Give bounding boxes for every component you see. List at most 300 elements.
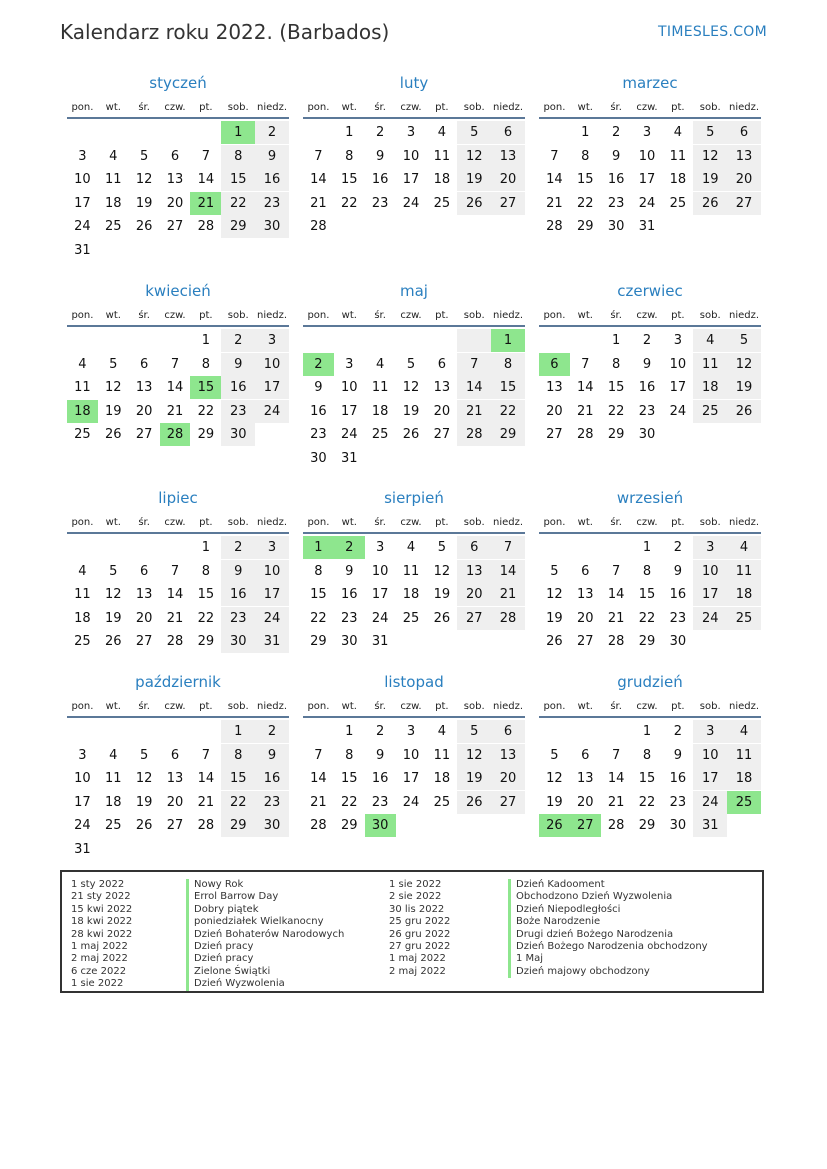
day-cell[interactable]: 28 [197, 818, 215, 833]
day-cell[interactable]: 9 [345, 563, 354, 579]
day-cell[interactable]: 6 [170, 747, 180, 763]
day-cell[interactable]: 14 [197, 771, 215, 786]
day-cell[interactable]: 18 [105, 794, 122, 810]
day-cell[interactable]: 16 [221, 583, 255, 606]
day-cell[interactable]: 19 [402, 403, 420, 419]
day-cell[interactable]: 8 [642, 747, 652, 763]
day-cell[interactable]: 11 [74, 380, 91, 395]
day-cell[interactable]: 10 [693, 560, 727, 583]
day-cell[interactable]: 9 [673, 747, 682, 763]
day-cell[interactable]: 19 [105, 403, 122, 419]
day-cell[interactable]: 13 [546, 380, 563, 395]
day-cell[interactable]: 17 [255, 583, 289, 606]
day-cell[interactable]: 30 [669, 634, 687, 649]
day-cell[interactable]: 9 [314, 380, 323, 395]
day-cell[interactable]: 8 [201, 563, 210, 579]
day-cell[interactable]: 29 [221, 814, 255, 837]
day-cell[interactable]: 7 [612, 563, 621, 579]
day-cell[interactable]: 30 [255, 215, 289, 238]
day-cell[interactable]: 6 [491, 720, 525, 743]
day-cell[interactable]: 9 [376, 747, 385, 763]
day-cell[interactable]: 26 [135, 818, 153, 833]
day-cell[interactable]: 27 [166, 818, 184, 833]
day-cell[interactable]: 16 [255, 168, 289, 191]
day-cell[interactable]: 20 [457, 583, 491, 606]
day-cell[interactable]: 11 [669, 148, 687, 164]
day-cell[interactable]: 9 [642, 356, 652, 372]
day-cell[interactable]: 3 [406, 724, 416, 739]
day-cell[interactable]: 12 [546, 587, 563, 602]
day-cell[interactable]: 14 [457, 376, 491, 399]
day-cell[interactable]: 27 [491, 791, 525, 814]
day-cell[interactable]: 23 [310, 427, 327, 442]
day-cell[interactable]: 25 [402, 610, 420, 626]
day-cell[interactable]: 22 [221, 192, 255, 215]
day-cell[interactable]: 16 [638, 380, 656, 395]
day-cell[interactable]: 20 [166, 794, 184, 810]
day-cell[interactable]: 12 [135, 771, 153, 786]
day-cell[interactable]: 28 [310, 818, 327, 833]
day-cell[interactable]: 8 [581, 148, 590, 164]
day-cell[interactable]: 4 [78, 563, 87, 579]
day-cell[interactable]: 3 [376, 540, 385, 555]
day-cell[interactable]: 22 [197, 403, 215, 419]
day-cell[interactable]: 1 [642, 724, 652, 739]
day-cell[interactable]: 22 [491, 400, 525, 423]
day-cell[interactable]: 3 [693, 720, 727, 743]
day-cell[interactable]: 20 [135, 610, 153, 626]
day-cell[interactable]: 31 [74, 242, 91, 258]
holiday-day-cell[interactable]: 21 [190, 192, 221, 215]
day-cell[interactable]: 7 [170, 356, 180, 372]
day-cell[interactable]: 4 [109, 747, 118, 763]
day-cell[interactable]: 21 [197, 794, 215, 810]
day-cell[interactable]: 22 [341, 794, 358, 810]
day-cell[interactable]: 8 [642, 563, 652, 579]
day-cell[interactable]: 28 [577, 427, 594, 442]
day-cell[interactable]: 22 [197, 610, 215, 626]
day-cell[interactable]: 12 [402, 380, 420, 395]
day-cell[interactable]: 10 [74, 172, 91, 187]
day-cell[interactable]: 25 [669, 195, 687, 211]
day-cell[interactable]: 8 [491, 353, 525, 376]
holiday-day-cell[interactable]: 1 [221, 121, 255, 144]
holiday-day-cell[interactable]: 30 [365, 814, 396, 837]
day-cell[interactable]: 14 [310, 172, 327, 187]
day-cell[interactable]: 28 [546, 219, 563, 234]
day-cell[interactable]: 3 [255, 536, 289, 559]
day-cell[interactable]: 12 [105, 587, 122, 602]
day-cell[interactable]: 18 [693, 376, 727, 399]
day-cell[interactable]: 23 [371, 794, 389, 810]
day-cell[interactable]: 9 [221, 560, 255, 583]
day-cell[interactable]: 30 [221, 630, 255, 653]
day-cell[interactable]: 25 [371, 427, 389, 442]
day-cell[interactable]: 1 [345, 724, 354, 739]
day-cell[interactable]: 29 [607, 427, 625, 442]
day-cell[interactable]: 7 [201, 148, 210, 164]
day-cell[interactable]: 21 [577, 403, 594, 419]
day-cell[interactable]: 26 [433, 610, 451, 626]
day-cell[interactable]: 28 [491, 607, 525, 630]
day-cell[interactable]: 8 [221, 744, 255, 767]
day-cell[interactable]: 25 [105, 219, 122, 234]
day-cell[interactable]: 1 [345, 125, 354, 140]
day-cell[interactable]: 25 [74, 634, 91, 649]
day-cell[interactable]: 17 [669, 380, 687, 395]
day-cell[interactable]: 5 [109, 563, 118, 579]
day-cell[interactable]: 24 [402, 195, 420, 211]
day-cell[interactable]: 24 [255, 607, 289, 630]
day-cell[interactable]: 23 [371, 195, 389, 211]
day-cell[interactable]: 10 [402, 148, 420, 164]
day-cell[interactable]: 5 [457, 121, 491, 144]
day-cell[interactable]: 9 [255, 744, 289, 767]
day-cell[interactable]: 12 [457, 744, 491, 767]
day-cell[interactable]: 20 [135, 403, 153, 419]
day-cell[interactable]: 12 [105, 380, 122, 395]
day-cell[interactable]: 25 [74, 427, 91, 442]
day-cell[interactable]: 3 [345, 356, 354, 372]
day-cell[interactable]: 24 [638, 195, 656, 211]
day-cell[interactable]: 31 [255, 630, 289, 653]
day-cell[interactable]: 10 [638, 148, 656, 164]
holiday-day-cell[interactable]: 25 [727, 791, 761, 814]
day-cell[interactable]: 27 [135, 634, 153, 649]
day-cell[interactable]: 30 [221, 423, 255, 446]
day-cell[interactable]: 10 [341, 380, 358, 395]
day-cell[interactable]: 19 [457, 168, 491, 191]
day-cell[interactable]: 27 [577, 634, 594, 649]
day-cell[interactable]: 4 [109, 148, 118, 164]
day-cell[interactable]: 17 [402, 172, 420, 187]
holiday-day-cell[interactable]: 26 [539, 814, 570, 837]
day-cell[interactable]: 31 [693, 814, 727, 837]
day-cell[interactable]: 21 [546, 195, 563, 211]
day-cell[interactable]: 23 [669, 794, 687, 810]
day-cell[interactable]: 13 [577, 587, 594, 602]
day-cell[interactable]: 15 [607, 380, 625, 395]
day-cell[interactable]: 16 [371, 172, 389, 187]
day-cell[interactable]: 20 [546, 403, 563, 419]
day-cell[interactable]: 18 [669, 172, 687, 187]
day-cell[interactable]: 2 [642, 333, 652, 348]
holiday-day-cell[interactable]: 1 [491, 329, 525, 352]
day-cell[interactable]: 18 [727, 767, 761, 790]
day-cell[interactable]: 30 [310, 450, 327, 466]
day-cell[interactable]: 8 [345, 148, 354, 164]
day-cell[interactable]: 5 [550, 563, 559, 579]
day-cell[interactable]: 6 [140, 563, 149, 579]
day-cell[interactable]: 11 [693, 353, 727, 376]
day-cell[interactable]: 14 [491, 560, 525, 583]
day-cell[interactable]: 18 [727, 583, 761, 606]
day-cell[interactable]: 1 [201, 333, 210, 348]
day-cell[interactable]: 29 [197, 427, 215, 442]
day-cell[interactable]: 13 [166, 771, 184, 786]
day-cell[interactable]: 23 [669, 610, 687, 626]
day-cell[interactable]: 20 [491, 168, 525, 191]
day-cell[interactable]: 17 [74, 195, 91, 211]
day-cell[interactable]: 5 [693, 121, 727, 144]
day-cell[interactable]: 9 [612, 148, 621, 164]
day-cell[interactable]: 6 [727, 121, 761, 144]
day-cell[interactable]: 19 [433, 587, 451, 602]
day-cell[interactable]: 25 [433, 195, 451, 211]
day-cell[interactable]: 2 [255, 121, 289, 144]
day-cell[interactable]: 15 [341, 771, 358, 786]
day-cell[interactable]: 13 [577, 771, 594, 786]
day-cell[interactable]: 28 [607, 634, 625, 649]
day-cell[interactable]: 24 [693, 607, 727, 630]
day-cell[interactable]: 17 [402, 771, 420, 786]
day-cell[interactable]: 22 [341, 195, 358, 211]
day-cell[interactable]: 20 [577, 794, 594, 810]
day-cell[interactable]: 18 [74, 610, 91, 626]
day-cell[interactable]: 13 [135, 587, 153, 602]
day-cell[interactable]: 17 [693, 767, 727, 790]
day-cell[interactable]: 23 [341, 610, 358, 626]
day-cell[interactable]: 23 [255, 192, 289, 215]
day-cell[interactable]: 16 [341, 587, 358, 602]
day-cell[interactable]: 4 [727, 720, 761, 743]
day-cell[interactable]: 15 [197, 587, 215, 602]
day-cell[interactable]: 19 [457, 767, 491, 790]
holiday-day-cell[interactable]: 15 [190, 376, 221, 399]
day-cell[interactable]: 12 [457, 145, 491, 168]
day-cell[interactable]: 8 [221, 145, 255, 168]
holiday-day-cell[interactable]: 28 [160, 423, 191, 446]
day-cell[interactable]: 10 [255, 560, 289, 583]
day-cell[interactable]: 13 [166, 172, 184, 187]
day-cell[interactable]: 17 [371, 587, 389, 602]
day-cell[interactable]: 5 [550, 747, 559, 763]
day-cell[interactable]: 25 [105, 818, 122, 833]
day-cell[interactable]: 5 [109, 356, 118, 372]
day-cell[interactable]: 19 [693, 168, 727, 191]
day-cell[interactable]: 3 [406, 125, 416, 140]
day-cell[interactable]: 16 [371, 771, 389, 786]
day-cell[interactable]: 13 [491, 145, 525, 168]
day-cell[interactable]: 24 [693, 791, 727, 814]
day-cell[interactable]: 19 [135, 195, 153, 211]
day-cell[interactable]: 11 [727, 744, 761, 767]
day-cell[interactable]: 21 [166, 403, 184, 419]
day-cell[interactable]: 3 [693, 536, 727, 559]
day-cell[interactable]: 2 [221, 536, 255, 559]
day-cell[interactable]: 16 [607, 172, 625, 187]
day-cell[interactable]: 28 [457, 423, 491, 446]
day-cell[interactable]: 30 [341, 634, 358, 649]
day-cell[interactable]: 28 [166, 634, 184, 649]
day-cell[interactable]: 25 [433, 794, 451, 810]
day-cell[interactable]: 5 [727, 329, 761, 352]
day-cell[interactable]: 10 [371, 563, 389, 579]
day-cell[interactable]: 21 [607, 794, 625, 810]
day-cell[interactable]: 14 [197, 172, 215, 187]
day-cell[interactable]: 5 [140, 148, 149, 164]
day-cell[interactable]: 23 [607, 195, 625, 211]
day-cell[interactable]: 14 [577, 380, 594, 395]
day-cell[interactable]: 12 [433, 563, 451, 579]
day-cell[interactable]: 24 [669, 403, 687, 419]
day-cell[interactable]: 7 [581, 356, 590, 372]
day-cell[interactable]: 29 [310, 634, 327, 649]
day-cell[interactable]: 4 [78, 356, 87, 372]
day-cell[interactable]: 15 [638, 587, 656, 602]
day-cell[interactable]: 25 [693, 400, 727, 423]
day-cell[interactable]: 13 [491, 744, 525, 767]
day-cell[interactable]: 29 [491, 423, 525, 446]
day-cell[interactable]: 24 [74, 219, 91, 234]
day-cell[interactable]: 9 [255, 145, 289, 168]
day-cell[interactable]: 7 [314, 148, 323, 164]
day-cell[interactable]: 27 [491, 192, 525, 215]
holiday-day-cell[interactable]: 2 [334, 536, 365, 559]
day-cell[interactable]: 24 [255, 400, 289, 423]
day-cell[interactable]: 11 [105, 771, 122, 786]
day-cell[interactable]: 8 [612, 356, 621, 372]
day-cell[interactable]: 1 [581, 125, 590, 140]
day-cell[interactable]: 26 [546, 634, 563, 649]
day-cell[interactable]: 11 [105, 172, 122, 187]
day-cell[interactable]: 15 [341, 172, 358, 187]
day-cell[interactable]: 21 [310, 195, 327, 211]
day-cell[interactable]: 27 [546, 427, 563, 442]
day-cell[interactable]: 12 [727, 353, 761, 376]
day-cell[interactable]: 1 [612, 333, 621, 348]
day-cell[interactable]: 31 [638, 219, 656, 234]
day-cell[interactable]: 20 [491, 767, 525, 790]
day-cell[interactable]: 20 [433, 403, 451, 419]
day-cell[interactable]: 14 [607, 587, 625, 602]
day-cell[interactable]: 3 [642, 125, 652, 140]
day-cell[interactable]: 15 [491, 376, 525, 399]
day-cell[interactable]: 30 [255, 814, 289, 837]
day-cell[interactable]: 6 [457, 536, 491, 559]
day-cell[interactable]: 20 [727, 168, 761, 191]
day-cell[interactable]: 13 [457, 560, 491, 583]
day-cell[interactable]: 22 [638, 794, 656, 810]
day-cell[interactable]: 26 [135, 219, 153, 234]
day-cell[interactable]: 18 [433, 771, 451, 786]
day-cell[interactable]: 2 [376, 125, 385, 140]
day-cell[interactable]: 4 [437, 724, 446, 739]
day-cell[interactable]: 26 [693, 192, 727, 215]
day-cell[interactable]: 4 [376, 356, 385, 372]
day-cell[interactable]: 26 [457, 192, 491, 215]
day-cell[interactable]: 14 [166, 380, 184, 395]
day-cell[interactable]: 22 [221, 791, 255, 814]
day-cell[interactable]: 23 [221, 400, 255, 423]
day-cell[interactable]: 19 [727, 376, 761, 399]
day-cell[interactable]: 26 [727, 400, 761, 423]
day-cell[interactable]: 19 [546, 794, 563, 810]
day-cell[interactable]: 19 [135, 794, 153, 810]
day-cell[interactable]: 11 [74, 587, 91, 602]
day-cell[interactable]: 21 [607, 610, 625, 626]
day-cell[interactable]: 29 [638, 634, 656, 649]
holiday-day-cell[interactable]: 18 [67, 400, 98, 423]
day-cell[interactable]: 10 [693, 744, 727, 767]
day-cell[interactable]: 17 [638, 172, 656, 187]
day-cell[interactable]: 17 [74, 794, 91, 810]
day-cell[interactable]: 21 [166, 610, 184, 626]
day-cell[interactable]: 10 [402, 747, 420, 763]
day-cell[interactable]: 11 [433, 148, 451, 164]
day-cell[interactable]: 24 [74, 818, 91, 833]
day-cell[interactable]: 19 [105, 610, 122, 626]
day-cell[interactable]: 8 [314, 563, 323, 579]
day-cell[interactable]: 2 [255, 720, 289, 743]
day-cell[interactable]: 8 [345, 747, 354, 763]
day-cell[interactable]: 10 [255, 353, 289, 376]
day-cell[interactable]: 30 [669, 818, 687, 833]
day-cell[interactable]: 6 [140, 356, 149, 372]
day-cell[interactable]: 9 [221, 353, 255, 376]
day-cell[interactable]: 31 [341, 450, 358, 466]
day-cell[interactable]: 3 [78, 747, 87, 763]
holiday-day-cell[interactable]: 1 [303, 536, 334, 559]
day-cell[interactable]: 1 [642, 540, 652, 555]
day-cell[interactable]: 2 [673, 540, 682, 555]
day-cell[interactable]: 12 [693, 145, 727, 168]
day-cell[interactable]: 5 [406, 356, 416, 372]
day-cell[interactable]: 18 [402, 587, 420, 602]
day-cell[interactable]: 30 [607, 219, 625, 234]
day-cell[interactable]: 23 [221, 607, 255, 630]
day-cell[interactable]: 23 [255, 791, 289, 814]
day-cell[interactable]: 29 [638, 818, 656, 833]
day-cell[interactable]: 9 [376, 148, 385, 164]
day-cell[interactable]: 27 [457, 607, 491, 630]
day-cell[interactable]: 16 [310, 403, 327, 419]
day-cell[interactable]: 21 [491, 583, 525, 606]
day-cell[interactable]: 15 [638, 771, 656, 786]
day-cell[interactable]: 16 [255, 767, 289, 790]
day-cell[interactable]: 28 [310, 219, 327, 234]
day-cell[interactable]: 14 [607, 771, 625, 786]
day-cell[interactable]: 5 [457, 720, 491, 743]
day-cell[interactable]: 10 [74, 771, 91, 786]
day-cell[interactable]: 13 [433, 380, 451, 395]
day-cell[interactable]: 17 [341, 403, 358, 419]
day-cell[interactable]: 3 [78, 148, 87, 164]
day-cell[interactable]: 29 [197, 634, 215, 649]
day-cell[interactable]: 29 [577, 219, 594, 234]
day-cell[interactable]: 26 [402, 427, 420, 442]
day-cell[interactable]: 7 [314, 747, 323, 763]
day-cell[interactable]: 10 [669, 356, 687, 372]
day-cell[interactable]: 2 [612, 125, 621, 140]
day-cell[interactable]: 12 [135, 172, 153, 187]
day-cell[interactable]: 23 [638, 403, 656, 419]
day-cell[interactable]: 1 [221, 720, 255, 743]
day-cell[interactable]: 8 [201, 356, 210, 372]
day-cell[interactable]: 24 [402, 794, 420, 810]
brand-link[interactable]: TIMESLES.COM [658, 24, 767, 40]
day-cell[interactable]: 25 [727, 607, 761, 630]
day-cell[interactable]: 4 [673, 125, 682, 140]
day-cell[interactable]: 5 [437, 540, 446, 555]
day-cell[interactable]: 11 [402, 563, 420, 579]
day-cell[interactable]: 13 [727, 145, 761, 168]
day-cell[interactable]: 11 [727, 560, 761, 583]
day-cell[interactable]: 17 [255, 376, 289, 399]
day-cell[interactable]: 14 [166, 587, 184, 602]
day-cell[interactable]: 14 [546, 172, 563, 187]
day-cell[interactable]: 28 [607, 818, 625, 833]
